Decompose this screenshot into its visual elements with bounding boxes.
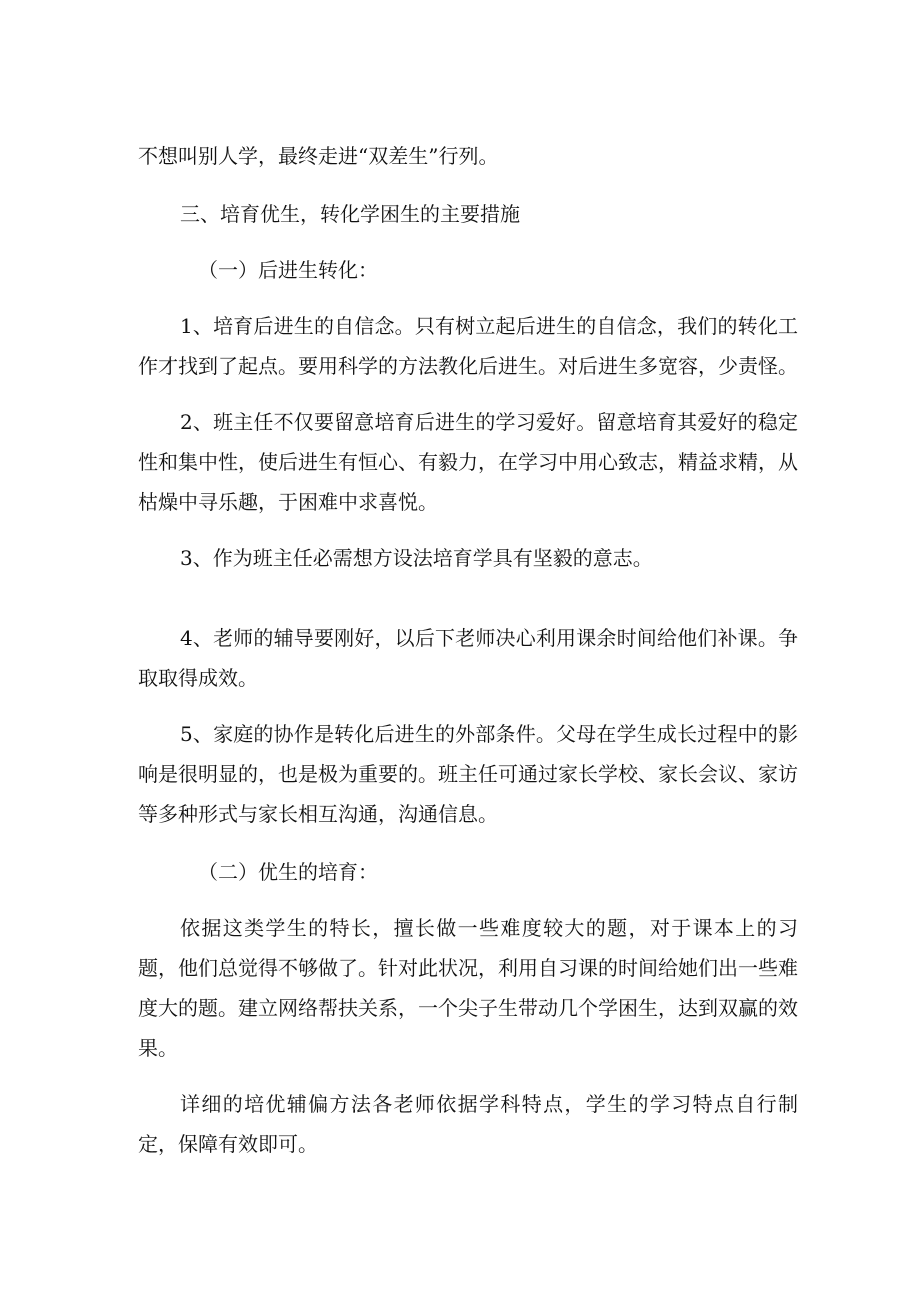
paragraph-top-students: 依据这类学生的特长，擅长做一些难度较大的题，对于课本上的习题，他们总觉得不够做了。针对此状况，利用自习课的时间给她们出一些难度大的题。建立网络帮扶关系，一个尖子生带动几个学困生，达到双赢的效果。 bbox=[138, 916, 798, 1060]
paragraph-item-1: 1、培育后进生的自信念。只有树立起后进生的自信念，我们的转化工作才找到了起点。要用科学的方法教化后进生。对后进生多宽容，少责怪。 bbox=[138, 314, 798, 378]
paragraph-item-4: 4、老师的辅导要刚好，以后下老师决心利用课余时间给他们补课。争取取得成效。 bbox=[138, 626, 798, 690]
paragraph-item-5: 5、家庭的协作是转化后进生的外部条件。父母在学生成长过程中的影响是很明显的，也是极为重要的。班主任可通过家长学校、家长会议、家访等多种形式与家长相互沟通，沟通信息。 bbox=[138, 722, 798, 826]
subheading-underachiever-conversion: （一）后进生转化： bbox=[198, 258, 378, 282]
paragraph-item-2: 2、班主任不仅要留意培育后进生的学习爱好。留意培育其爱好的稳定性和集中性，使后进生有恒心、有毅力，在学习中用心致志，精益求精，从枯燥中寻乐趣，于困难中求喜悦。 bbox=[138, 410, 798, 514]
paragraph-continuation: 不想叫别人学，最终走进“双差生”行列。 bbox=[138, 144, 499, 168]
section-heading-measures: 三、培育优生，转化学困生的主要措施 bbox=[180, 202, 520, 226]
subheading-top-student-cultivation: （二）优生的培育： bbox=[198, 860, 378, 884]
paragraph-detailed-methods: 详细的培优辅偏方法各老师依据学科特点，学生的学习特点自行制定，保障有效即可。 bbox=[138, 1092, 798, 1156]
paragraph-item-3: 3、作为班主任必需想方设法培育学具有坚毅的意志。 bbox=[180, 546, 653, 570]
document-body bbox=[138, 136, 798, 1164]
